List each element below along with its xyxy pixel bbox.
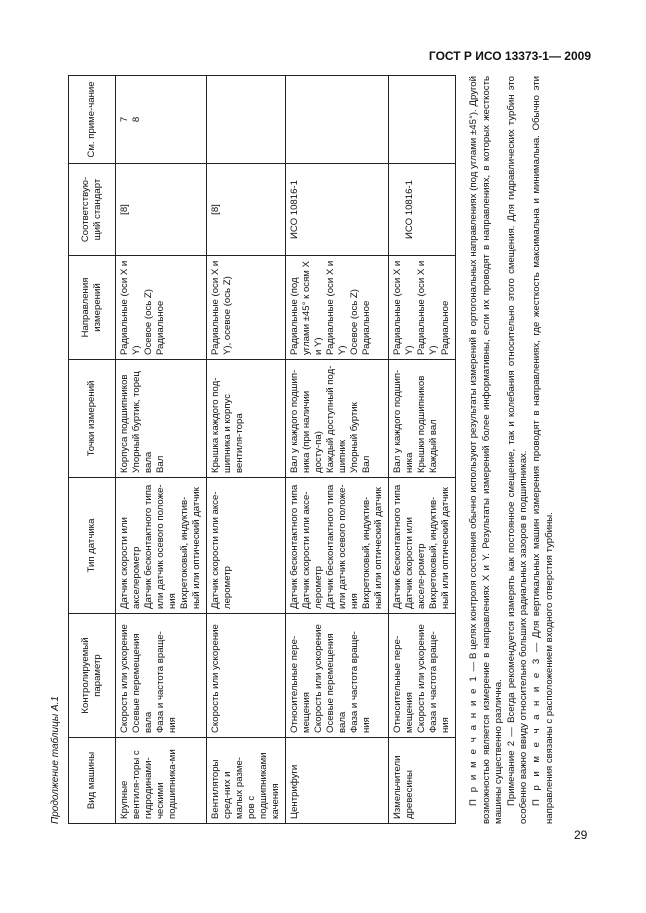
note-text: — Для вертикальных машин измерения проводят в направлениях, где жесткость максимальна и минимальна. Обычно эти направления связаны с расположением входного отверстия турбины. <box>530 75 555 824</box>
sensor: Датчик скорости или аксе-лерометр <box>210 491 233 609</box>
param: Скорость или ускорение <box>313 624 324 733</box>
sensor: Датчик бесконтактного типа <box>392 484 403 609</box>
note-ref: 7 <box>119 116 130 123</box>
note-ref: 8 <box>131 116 142 123</box>
param: Осевые перемещения вала <box>325 633 348 733</box>
standard-ref: [8] <box>210 204 221 215</box>
table-notes <box>468 76 556 824</box>
point: Вал у каждого подшип-ника <box>392 369 415 473</box>
point: Крышка каждого под-шипника и корпус вентиля-тора <box>210 377 245 473</box>
table-header-row <box>69 76 116 824</box>
point: Упорный буртик <box>349 402 360 473</box>
sensor: Датчик бесконтактного типа или датчик осевого положе-ния <box>325 484 360 609</box>
sensor: Датчик скорости или акселе-рометр <box>404 517 427 609</box>
param: Относительные пере-мещения <box>392 635 415 733</box>
direction: Осевое (ось Z) <box>349 289 360 355</box>
sensor: Датчик скорости или аксе-лерометр <box>301 491 324 609</box>
direction: Радиальные (оси X и Y) <box>325 260 348 355</box>
sensor: Датчик бесконтактного типа или датчик осевого положе-ния <box>143 484 178 609</box>
sensor: Датчик бесконтактного типа <box>289 484 300 609</box>
point: Вал у каждого подшип-ника (при наличии досту-па) <box>289 369 324 473</box>
param: Фаза и частота враще-ния <box>428 631 451 733</box>
machine-cell: Измельчители древесины <box>389 738 456 824</box>
note-1 <box>468 76 506 824</box>
col-header: Точки измерений <box>69 360 116 478</box>
direction: Радиальные (оси X и Y) <box>392 260 415 355</box>
direction: Радиальное <box>361 300 372 355</box>
note-2 <box>506 76 531 824</box>
standard-ref: ИСО 10816-1 <box>404 180 415 239</box>
point: Каждый доступный под-шипник <box>325 365 348 473</box>
point: Корпуса подшипников <box>119 374 130 473</box>
note-label: Примечание 2 <box>505 740 517 806</box>
direction: Радиальное <box>155 300 166 355</box>
col-header: Тип датчика <box>69 478 116 614</box>
rotated-page-content <box>50 76 596 824</box>
col-header: См. приме-чание <box>69 76 116 164</box>
note-text: — Всегда рекомендуется измерять как постоянное смещение, так и колебания относительно этого смещения. Для гидравлических турбин это особенно важно ввиду относительно больших радиальных зазоров в подшипниках. <box>505 75 530 824</box>
sensor: Вихретоковый, индуктив-ный или оптический датчик <box>428 487 451 609</box>
direction: Радиальные (оси X и Y) <box>119 260 142 355</box>
direction: Радиальные (под углами ±45° к осям X и Y) <box>289 261 324 355</box>
point: Вал <box>155 455 166 473</box>
param: Относительные пере-мещения <box>289 635 312 733</box>
sensor-table <box>68 75 456 824</box>
sensor: Вихретоковый, индуктив-ный или оптический датчик <box>361 487 384 609</box>
note-3 <box>531 76 556 824</box>
sensor: Вихретоковый, индуктив-ный или оптический датчик <box>179 487 202 609</box>
table-row <box>286 76 389 824</box>
note-label: П р и м е ч а н и е 3 <box>530 656 542 806</box>
table-row <box>116 76 207 824</box>
standard-header: ГОСТ Р ИСО 13373-1— 2009 <box>428 49 591 63</box>
point: Упорный буртик, торец вала <box>131 371 154 473</box>
param: Фаза и частота враще-ния <box>155 631 178 733</box>
table-caption: Продолжение таблицы А.1 <box>50 696 61 824</box>
col-header: Контролируемый параметр <box>69 614 116 738</box>
machine-cell: Центрифуги <box>286 738 389 824</box>
standard-ref: ИСО 10816-1 <box>289 180 300 239</box>
standard-ref: [8] <box>119 204 130 215</box>
sensor: Датчик скорости или акселерометр <box>119 517 142 609</box>
machine-cell: Вентиляторы сред-них и малых разме-ров с подшипниками качения <box>207 738 286 824</box>
table-row <box>389 76 456 824</box>
direction: Радиальное <box>440 300 451 355</box>
note-text: — В целях контроля состояния обычно используют результаты измерений в ортогональных направлениях (под углами ±45°). Другой возможностью является измерение в направлениях X и Y. Результаты измерений более информативны, если их проводят в направлениях, в которых жесткость машины существенно различна. <box>468 75 505 824</box>
machine-cell: Крупные вентиля-торы с гидродинами-ческими подшипника-ми <box>116 738 207 824</box>
param: Скорость или ускорение <box>210 624 221 733</box>
point: Вал <box>361 455 372 473</box>
point: Каждый вал <box>428 419 439 473</box>
point: Крышки подшипников <box>416 375 427 473</box>
col-header: Направления измерений <box>69 256 116 360</box>
param: Скорость или ускорение <box>416 624 427 733</box>
table-row <box>207 76 286 824</box>
page-number: 29 <box>574 828 588 842</box>
direction: Осевое (ось Z) <box>143 289 154 355</box>
direction: Радиальные (оси X и Y), осевое (ось Z) <box>210 260 233 355</box>
col-header: Вид машины <box>69 738 116 824</box>
param: Скорость или ускорение <box>119 624 130 733</box>
note-label: П р и м е ч а н и е 1 <box>468 674 479 806</box>
param: Осевые перемещения вала <box>131 633 154 733</box>
direction: Радиальные (оси X и Y) <box>416 260 439 355</box>
param: Фаза и частота враще-ния <box>349 631 372 733</box>
col-header: Соответствую-щий стандарт <box>69 164 116 256</box>
